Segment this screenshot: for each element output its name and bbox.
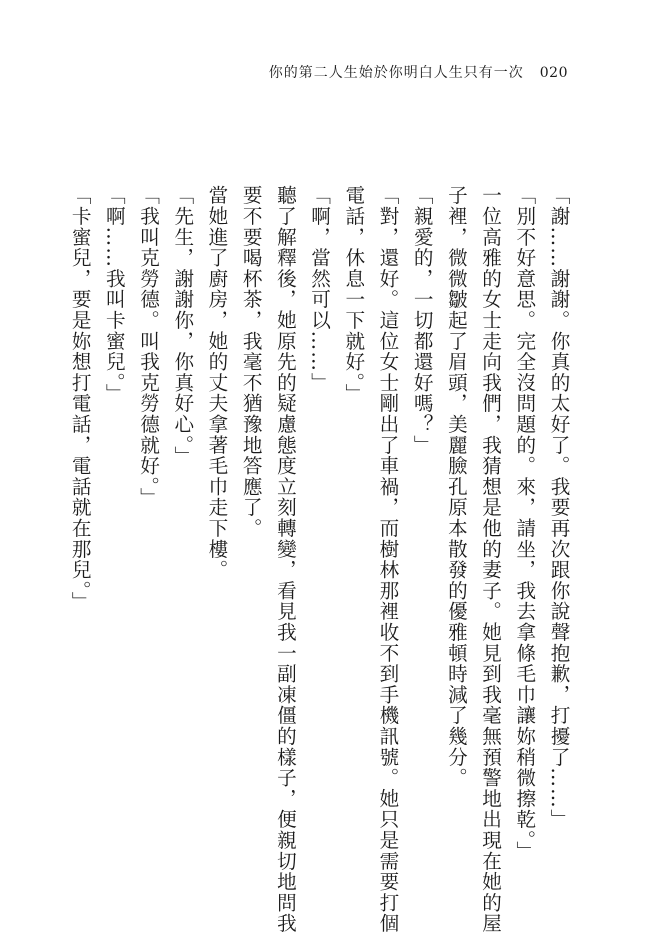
text-line: 「親愛的，一切都還好嗎？」 xyxy=(410,185,434,456)
text-line: 子裡，微微皺起了眉頭，美麗臉孔原本散發的優雅頓時減了幾分。 xyxy=(444,185,468,789)
text-line: 「先生，謝謝你，你真好心。」 xyxy=(170,185,194,467)
text-line: 「對，還好。這位女士剛出了車禍，而樹林那裡收不到手機訊號。她只是需要打個 xyxy=(375,185,399,934)
book-title: 你的第二人生始於你明白人生只有一次 xyxy=(268,65,524,81)
text-line: 當她進了廚房，她的丈夫拿著毛巾走下樓。 xyxy=(204,185,228,581)
text-line: 「卡蜜兒，要是妳想打電話，電話就在那兒。」 xyxy=(68,185,92,612)
text-line: 「啊……我叫卡蜜兒。」 xyxy=(102,185,126,404)
text-line: 聽了解釋後，她原先的疑慮態度立刻轉變，看見我一副凍僵的樣子，便親切地問我 xyxy=(273,185,297,934)
text-line: 「謝……謝謝。你真的太好了。我要再次跟你說聲抱歉，打擾了……」 xyxy=(547,185,570,830)
body-text xyxy=(62,185,575,934)
text-line: 要不要喝杯茶，我毫不猶豫地答應了。 xyxy=(239,185,263,539)
text-line: 「我叫克勞德。叫我克勞德就好。」 xyxy=(136,185,160,508)
text-line: 「別不好意思。完全沒問題的。來，請坐，我去拿條毛巾讓妳稍微擦乾。」 xyxy=(512,185,536,862)
running-head xyxy=(269,62,568,82)
text-line: 「啊，當然可以……」 xyxy=(307,185,331,393)
page-number: 020 xyxy=(539,65,568,81)
text-line: 電話，休息一下就好。」 xyxy=(341,185,365,404)
text-line: 一位高雅的女士走向我們，我猜想是他的妻子。她見到我毫無預警地出現在她的屋 xyxy=(478,185,502,934)
